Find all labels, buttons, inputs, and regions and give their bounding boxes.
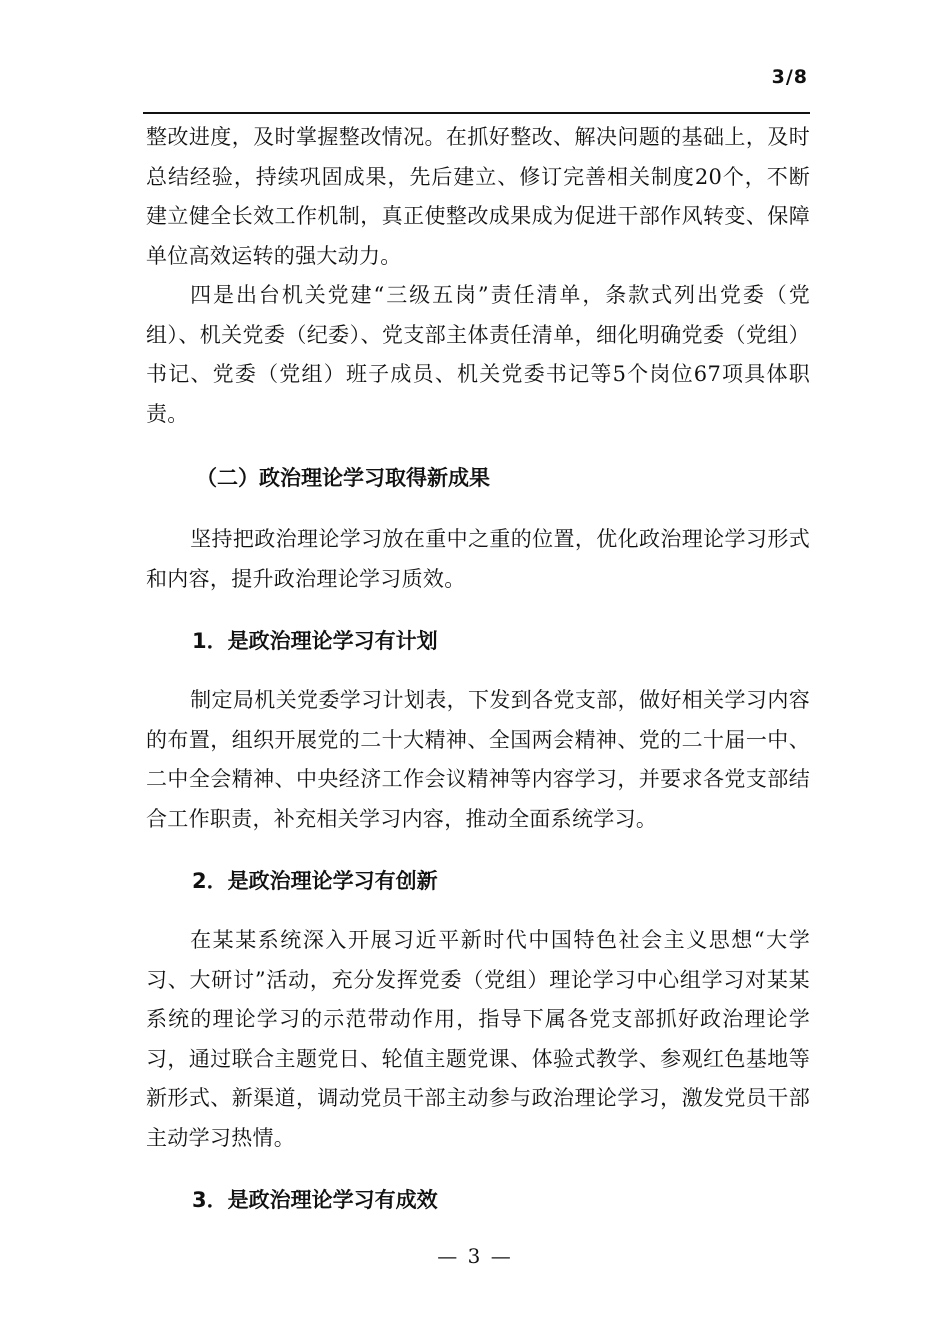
paragraph-responsibility-list: 四是出台机关党建“三级五岗”责任清单，条款式列出党委（党组）、机关党委（纪委）、党支部主体责任清单，细化明确党委（党组）书记、党委（党组）班子成员、机关党委书记等5个岗位67项具体职责。: [146, 283, 810, 426]
footer-page-number: — 3 —: [437, 1244, 513, 1268]
paragraph-plan: 制定局机关党委学习计划表，下发到各党支部，做好相关学习内容的布置，组织开展党的二十大精神、全国两会精神、党的二十届一中、二中全会精神、中央经济工作会议精神等内容学习，并要求各党支部结合工作职责，补充相关学习内容，推动全面系统学习。: [146, 688, 810, 831]
paragraph-continuation: 整改进度，及时掌握整改情况。在抓好整改、解决问题的基础上，及时总结经验，持续巩固成果，先后建立、修订完善相关制度20个，不断建立健全长效工作机制，真正使整改成果成为促进干部作风转变、保障单位高效运转的强大动力。: [146, 125, 810, 268]
header-divider: [143, 112, 810, 114]
document-body: [146, 118, 810, 1240]
subsection-heading-2: 2．是政治理论学习有创新: [192, 869, 438, 893]
subsection-heading-3: 3．是政治理论学习有成效: [192, 1188, 438, 1212]
subsection-heading-1: 1．是政治理论学习有计划: [192, 629, 438, 653]
section-heading: （二）政治理论学习取得新成果: [196, 466, 490, 490]
page-indicator: 3/8: [771, 66, 808, 88]
paragraph-intro: 坚持把政治理论学习放在重中之重的位置，优化政治理论学习形式和内容，提升政治理论学习质效。: [146, 527, 810, 591]
paragraph-innovation: 在某某系统深入开展习近平新时代中国特色社会主义思想“大学习、大研讨”活动，充分发挥党委（党组）理论学习中心组学习对某某系统的理论学习的示范带动作用，指导下属各党支部抓好政治理论学习，通过联合主题党日、轮值主题党课、体验式教学、参观红色基地等新形式、新渠道，调动党员干部主动参与政治理论学习，激发党员干部主动学习热情。: [146, 928, 810, 1150]
